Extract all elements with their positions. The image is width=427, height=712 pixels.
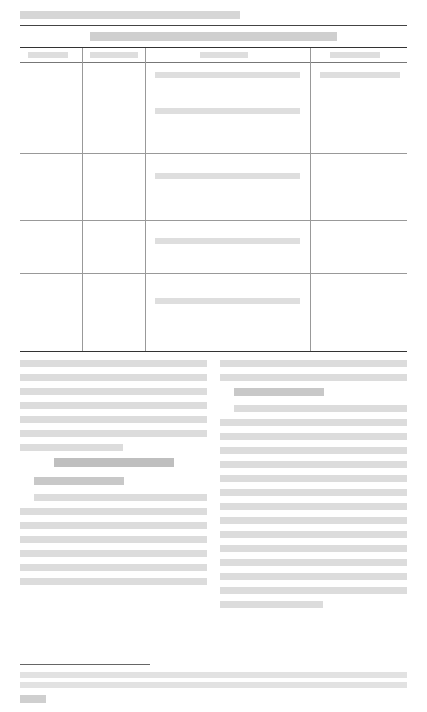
- table-caption: [90, 32, 337, 41]
- body-text-left: [20, 360, 207, 592]
- page-number: [20, 695, 46, 703]
- body-text-right: [220, 360, 407, 615]
- dimension-indicator-table: [20, 47, 407, 352]
- journal-title: [20, 11, 240, 19]
- section-heading: [54, 458, 174, 467]
- subsection-heading: [234, 388, 324, 396]
- footnote: [20, 672, 407, 678]
- running-header: [20, 9, 407, 26]
- subsection-heading: [34, 477, 124, 485]
- footnote-rule: [20, 664, 150, 665]
